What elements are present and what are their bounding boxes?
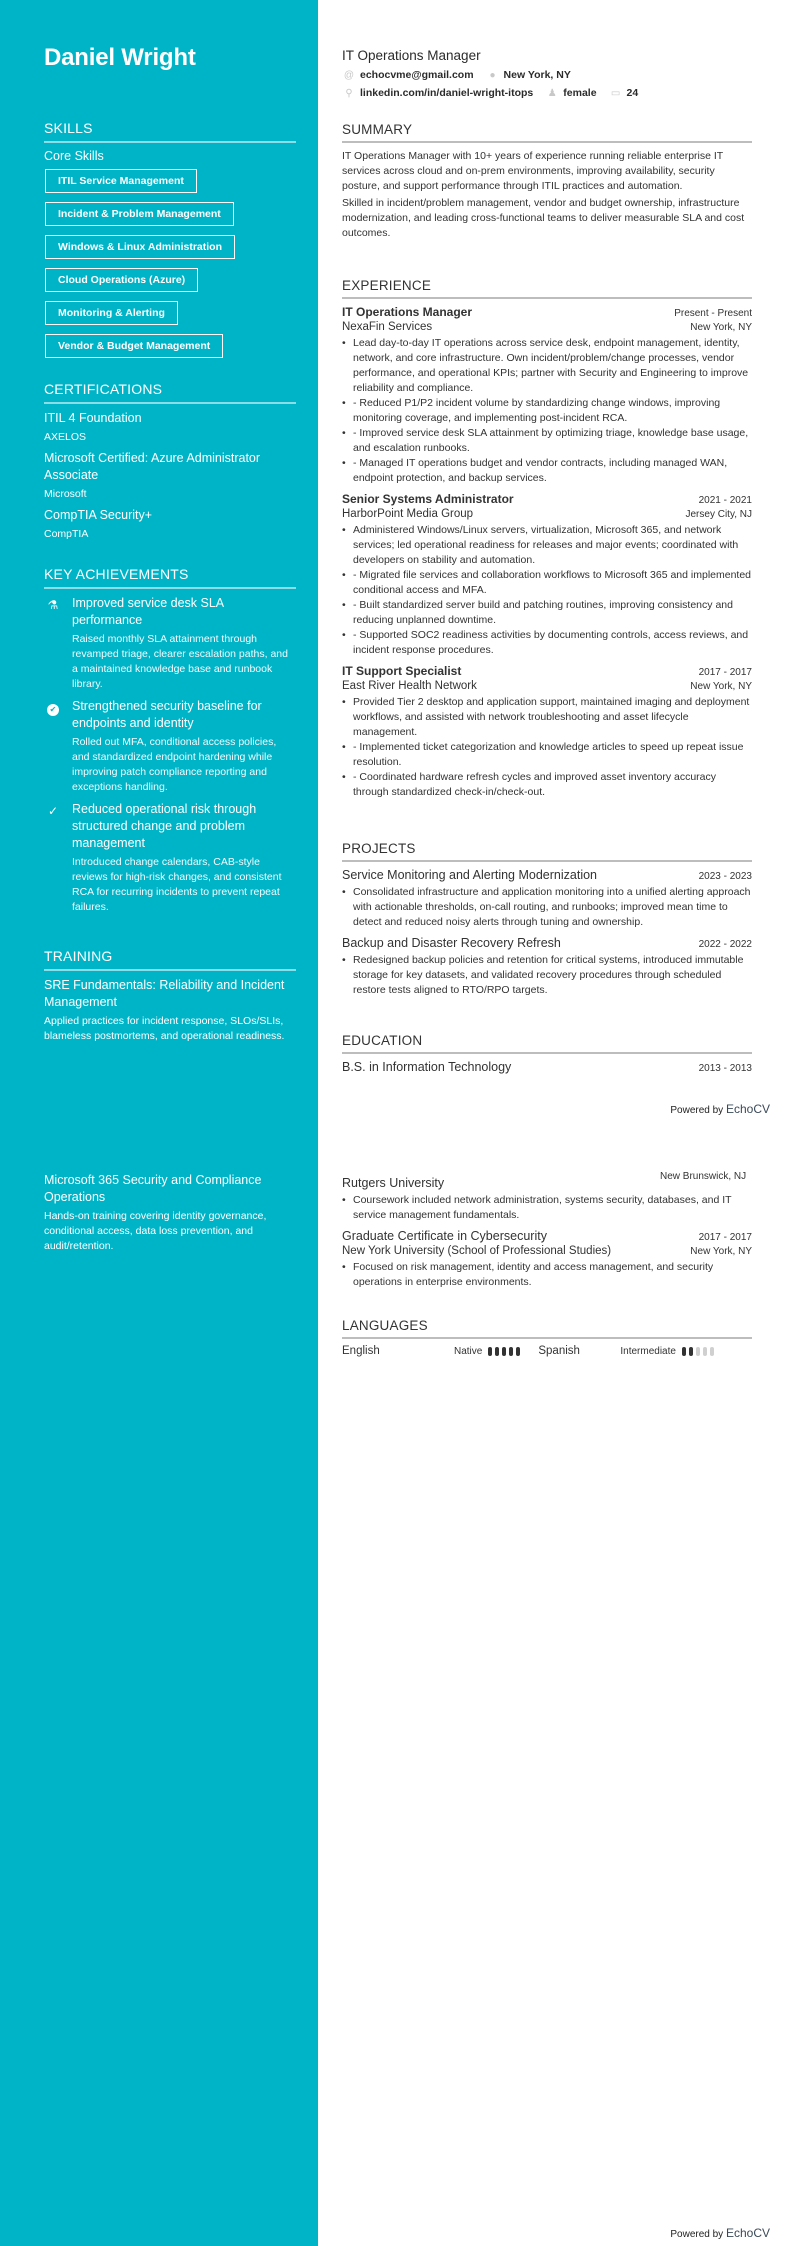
job-bullet: • - Coordinated hardware refresh cycles and improved asset inventory accuracy through standardized check-in/check-out.	[342, 770, 752, 800]
skills-section	[44, 120, 296, 367]
projects-section	[342, 841, 752, 1004]
cert-org: Microsoft	[44, 488, 87, 500]
powered-prefix: Powered by	[670, 2229, 724, 2240]
job-dates: 2021 - 2021	[698, 495, 752, 506]
achievement-item	[44, 698, 296, 795]
job-location: Jersey City, NJ	[685, 509, 752, 520]
contact-line-2	[342, 87, 752, 99]
edu-location: New York, NY	[690, 1246, 752, 1257]
edu-bullet: • Focused on risk management, identity and access management, and security operations in enterprise environments.	[342, 1260, 752, 1290]
link-icon: ⚲	[345, 87, 353, 99]
training-section	[44, 948, 296, 1044]
project-dates: 2023 - 2023	[698, 871, 752, 882]
training-item-title: SRE Fundamentals: Reliability and Incident Management	[44, 978, 285, 1009]
cert-name: CompTIA Security+	[44, 508, 153, 522]
achievements-section	[44, 566, 296, 915]
job-entry	[342, 492, 752, 658]
job-location: New York, NY	[690, 681, 752, 692]
skills-title: SKILLS	[44, 120, 296, 143]
rating-dot	[689, 1347, 693, 1356]
job-bullet: • - Improved service desk SLA attainment by optimizing triage, knowledge base usage, and escalation runbooks.	[342, 426, 752, 456]
job-entry	[342, 664, 752, 800]
cert-org: AXELOS	[44, 431, 87, 443]
achievement-desc: Raised monthly SLA attainment through revamped triage, clearer escalation paths, and a maintained knowledge base and runbook library.	[72, 633, 288, 690]
rating-dot	[495, 1347, 499, 1356]
header-contact	[342, 48, 752, 99]
map-pin-icon: ●	[489, 69, 496, 81]
summary-paragraph: Skilled in incident/problem management, vendor and budget ownership, infrastructure modernization, and leading cross-functional teams to deliver measurable SLA and cost outcomes.	[342, 197, 745, 239]
job-entry	[342, 305, 752, 486]
language-rating	[488, 1347, 520, 1356]
skills-subtitle: Core Skills	[44, 149, 104, 163]
at-icon: @	[343, 69, 355, 81]
powered-by	[670, 1102, 770, 1116]
job-role: Senior Systems Administrator	[342, 492, 514, 506]
job-location: New York, NY	[690, 322, 752, 333]
powered-by-bottom	[670, 2226, 770, 2240]
email[interactable]: echocvme@gmail.com	[360, 69, 474, 81]
job-company: East River Health Network	[342, 680, 477, 692]
training-title: TRAINING	[44, 948, 296, 971]
location: New York, NY	[503, 69, 571, 81]
cert-name: ITIL 4 Foundation	[44, 411, 142, 425]
job-bullet: • - Built standardized server build and patching routines, improving consistency and reducing unplanned downtime.	[342, 598, 752, 628]
training-section-continued	[44, 1166, 296, 1254]
languages-row	[342, 1345, 752, 1357]
project-title: Service Monitoring and Alerting Modernization	[342, 868, 597, 882]
languages-title: LANGUAGES	[342, 1318, 752, 1339]
skill-chip: Monitoring & Alerting	[45, 301, 178, 325]
achievement-title: Improved service desk SLA performance	[72, 596, 224, 627]
job-bullet: • - Implemented ticket categorization and knowledge articles to speed up repeat issue resolution.	[342, 740, 752, 770]
project-entry	[342, 868, 752, 930]
gender: female	[563, 87, 597, 99]
edu-degree: B.S. in Information Technology	[342, 1060, 512, 1074]
rating-dot	[502, 1347, 506, 1356]
project-dates: 2022 - 2022	[698, 939, 752, 950]
job-title: IT Operations Manager	[342, 48, 481, 63]
edu-degree: Graduate Certificate in Cybersecurity	[342, 1229, 547, 1243]
cert-name: Microsoft Certified: Azure Administrator Associate	[44, 451, 261, 482]
skill-chip: Cloud Operations (Azure)	[45, 268, 198, 292]
powered-prefix: Powered by	[670, 1105, 724, 1116]
certifications-section	[44, 381, 296, 541]
project-entry	[342, 936, 752, 998]
job-company: NexaFin Services	[342, 321, 433, 333]
edu-dates: 2013 - 2013	[698, 1063, 752, 1074]
job-dates: 2017 - 2017	[698, 667, 752, 678]
language-name: Spanish	[538, 1345, 580, 1357]
summary-paragraph: IT Operations Manager with 10+ years of experience running reliable enterprise IT services across cloud and on-prem environments, improving availability, security posture, and support performance through ITIL practices and automation.	[342, 150, 724, 192]
job-bullet: • Lead day-to-day IT operations across service desk, endpoint management, identity, network, and core infrastructure. Own incident/problem/change processes, vendor performance, and operational KPIs; partner with Security and Engineering to improve reliability and compliance.	[342, 336, 752, 396]
achievement-item	[44, 595, 296, 692]
achievement-desc: Rolled out MFA, conditional access policies, and standardized endpoint hardening while improving patch compliance reporting and exceptions handling.	[72, 736, 277, 793]
training-item-desc: Applied practices for incident response, SLOs/SLIs, blameless postmortems, and operational readiness.	[44, 1015, 285, 1042]
flask-icon: ⚗	[47, 598, 59, 612]
age: 24	[626, 87, 639, 99]
experience-title: EXPERIENCE	[342, 278, 752, 299]
skill-chip: Incident & Problem Management	[45, 202, 234, 226]
rating-dot	[682, 1347, 686, 1356]
achievement-title: Strengthened security baseline for endpoints and identity	[72, 699, 262, 730]
rating-dot-empty	[696, 1347, 700, 1356]
job-role: IT Operations Manager	[342, 305, 473, 319]
rating-dot-empty	[703, 1347, 707, 1356]
edu-bullet: • Coursework included network administration, systems security, databases, and IT service management fundamentals.	[342, 1193, 752, 1223]
rating-dot	[516, 1347, 520, 1356]
check-circle-glyph: ✔	[47, 704, 59, 716]
calendar-icon: ▭	[610, 87, 621, 99]
summary-section	[342, 122, 752, 241]
job-dates: Present - Present	[674, 308, 752, 319]
brand-link[interactable]: EchoCV	[725, 2226, 770, 2240]
achievement-title: Reduced operational risk through structured change and problem management	[72, 802, 257, 850]
job-bullet: • - Reduced P1/P2 incident volume by standardizing change windows, improving monitoring coverage, and implementing post-incident RCA.	[342, 396, 752, 426]
languages-section	[342, 1318, 752, 1357]
achievement-item	[44, 801, 296, 915]
job-company: HarborPoint Media Group	[342, 508, 474, 520]
training-item-desc: Hands-on training covering identity governance, conditional access, data loss prevention, and audit/retention.	[44, 1210, 267, 1252]
certifications-title: CERTIFICATIONS	[44, 381, 296, 404]
language-name: English	[342, 1345, 380, 1357]
cert-org: CompTIA	[44, 528, 89, 540]
projects-title: PROJECTS	[342, 841, 752, 862]
achievement-desc: Introduced change calendars, CAB-style reviews for high-risk changes, and consistent RCA for recurring incidents to prevent repeat failures.	[72, 856, 282, 913]
job-bullet: • - Supported SOC2 readiness activities by documenting controls, access reviews, and incident response procedures.	[342, 628, 752, 658]
brand-link[interactable]: EchoCV	[725, 1102, 770, 1116]
language-rating	[682, 1347, 714, 1356]
experience-section	[342, 278, 752, 806]
project-title: Backup and Disaster Recovery Refresh	[342, 936, 561, 950]
education-title: EDUCATION	[342, 1033, 752, 1054]
rating-dot	[509, 1347, 513, 1356]
linkedin[interactable]: linkedin.com/in/daniel-wright-itops	[360, 87, 534, 99]
main-content	[318, 0, 794, 2246]
achievements-title: KEY ACHIEVEMENTS	[44, 566, 296, 589]
edu-school: New York University (School of Professional Studies)	[342, 1245, 612, 1257]
skill-chip: Vendor & Budget Management	[45, 334, 223, 358]
rating-dot	[488, 1347, 492, 1356]
check-circle-icon	[46, 701, 60, 715]
edu-dates: 2017 - 2017	[698, 1232, 752, 1243]
summary-title: SUMMARY	[342, 122, 752, 143]
candidate-name: Daniel Wright	[44, 44, 196, 71]
person-icon: ♟	[547, 87, 557, 99]
skill-chip: ITIL Service Management	[45, 169, 197, 193]
job-role: IT Support Specialist	[342, 664, 462, 678]
project-bullet: • Consolidated infrastructure and application monitoring into a unified alerting approach with actionable thresholds, on-call routing, and runbooks; improved mean time to detect and reduced noisy alerts through tuning and ownership.	[342, 885, 752, 930]
rating-dot-empty	[710, 1347, 714, 1356]
skill-chip: Windows & Linux Administration	[45, 235, 235, 259]
language-level: Intermediate	[620, 1345, 676, 1357]
edu-school: Rutgers University	[342, 1176, 445, 1190]
education-section-continued	[342, 1170, 752, 1290]
language-level: Native	[454, 1345, 483, 1357]
edu-location: New Brunswick, NJ	[660, 1171, 747, 1182]
project-bullet: • Redesigned backup policies and retention for critical systems, introduced immutable storage for key datasets, and validated recovery procedures through scheduled restore tests aligned to RTO/RPO targets.	[342, 953, 752, 998]
training-item-title: Microsoft 365 Security and Compliance Operations	[44, 1173, 262, 1204]
job-bullet: • Provided Tier 2 desktop and application support, maintained imaging and deployment workflows, and assisted with network troubleshooting and asset lifecycle management.	[342, 695, 752, 740]
sidebar	[0, 0, 318, 2246]
education-section	[342, 1033, 752, 1074]
job-bullet: • - Managed IT operations budget and vendor contracts, including managed WAN, endpoint protection, and backup services.	[342, 456, 752, 486]
check-icon: ✓	[47, 804, 59, 818]
job-bullet: • - Migrated file services and collaboration workflows to Microsoft 365 and implemented conditional access and MFA.	[342, 568, 752, 598]
job-bullet: • Administered Windows/Linux servers, virtualization, Microsoft 365, and network services; led operational readiness for releases and major events; coordinated with developers on stability and automation.	[342, 523, 752, 568]
contact-line-1	[342, 69, 752, 81]
